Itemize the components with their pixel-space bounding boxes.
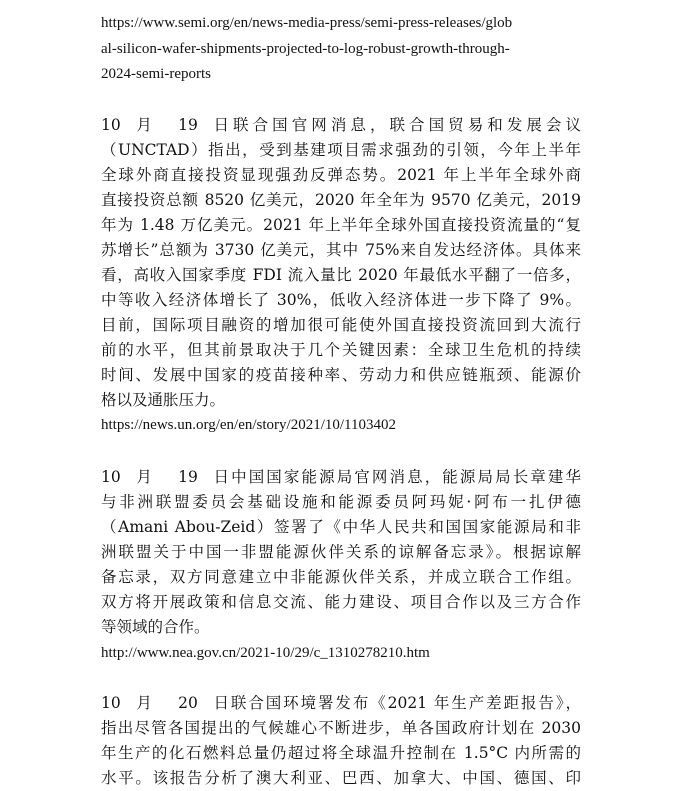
entry-text-line: 前的水平，但其前景取决于几个关键因素：全球卫生危机的持续 xyxy=(101,341,581,359)
entry-text-line: 苏增长”总额为 3730 亿美元，其中 75%来自发达经济体。具体来 xyxy=(101,241,581,259)
source-url-line[interactable]: https://www.semi.org/en/news-media-press/semi-press-releases/glob xyxy=(101,15,513,31)
entry-text-line: 看，高收入国家季度 FDI 流入量比 2020 年最低水平翻了一倍多， xyxy=(101,266,581,284)
entry-text-line: 中等收入经济体增长了 30%，低收入经济体进一步下降了 9%。 xyxy=(101,291,581,309)
news-entry-first-line xyxy=(101,464,581,490)
entry-text-line: 目前，国际项目融资的增加很可能使外国直接投资流回到大流行 xyxy=(101,316,581,334)
entry-text-line: 直接投资总额 8520 亿美元，2020 年全年为 9570 亿美元，2019 xyxy=(101,191,581,209)
entry-text-line: 等领域的合作。 xyxy=(101,618,210,636)
entry-text-line: 指出尽管各国提出的气候雄心不断进步，单各国政府计划在 2030 xyxy=(101,719,581,737)
entry-text-line: 备忘录，双方同意建立中非能源伙伴关系，并成立联合工作组。 xyxy=(101,568,581,586)
source-url-line[interactable]: al-silicon-wafer-shipments-projected-to-log-robust-growth-through- xyxy=(101,41,510,57)
entry-text-line: （Amani Abou-Zeid）签署了《中华人民共和国国家能源局和非 xyxy=(101,518,581,536)
source-url-line[interactable]: https://news.un.org/en/en/story/2021/10/1103402 xyxy=(101,417,396,433)
entry-text-line: 水平。该报告分析了澳大利亚、巴西、加拿大、中国、德国、印 xyxy=(101,769,581,787)
source-url-line[interactable]: http://www.nea.gov.cn/2021-10/29/c_1310278210.htm xyxy=(101,645,430,661)
entry-text-line: 年生产的化石燃料总量仍超过将全球温升控制在 1.5°C 内所需的 xyxy=(101,744,581,762)
news-entry-first-line xyxy=(101,112,581,138)
entry-text-line: 洲联盟关于中国一非盟能源伙伴关系的谅解备忘录》。根据谅解 xyxy=(101,543,581,561)
entry-text-line: 全球外商直接投资显现强劲反弹态势。2021 年上半年全球外商 xyxy=(101,166,581,184)
entry-date: 10 月 19 日 xyxy=(101,116,229,134)
entry-text-line: 时间、发展中国家的疫苗接种率、劳动力和供应链瓶颈、能源价 xyxy=(101,366,581,384)
entry-text: 联合国官网消息，联合国贸易和发展会议 xyxy=(229,116,581,134)
entry-text: 中国国家能源局官网消息，能源局局长章建华 xyxy=(229,468,581,486)
entry-text-line: 年为 1.48 万亿美元。2021 年上半年全球外国直接投资流量的“复 xyxy=(101,216,581,234)
entry-text-line: 双方将开展政策和信息交流、能力建设、项目合作以及三方合作 xyxy=(101,593,581,611)
entry-text-line: 与非洲联盟委员会基础设施和能源委员阿玛妮·阿布一扎伊德 xyxy=(101,493,581,511)
entry-date: 10 月 20 日 xyxy=(101,694,229,712)
source-url-line[interactable]: 2024-semi-reports xyxy=(101,66,211,82)
entry-text-line: （UNCTAD）指出，受到基建项目需求强劲的引领，今年上半年 xyxy=(101,141,581,159)
entry-date: 10 月 19 日 xyxy=(101,468,229,486)
news-entry-first-line xyxy=(101,690,581,716)
entry-text-line: 格以及通胀压力。 xyxy=(101,391,226,409)
entry-text: 联合国环境署发布《2021 年生产差距报告》， xyxy=(229,694,581,712)
